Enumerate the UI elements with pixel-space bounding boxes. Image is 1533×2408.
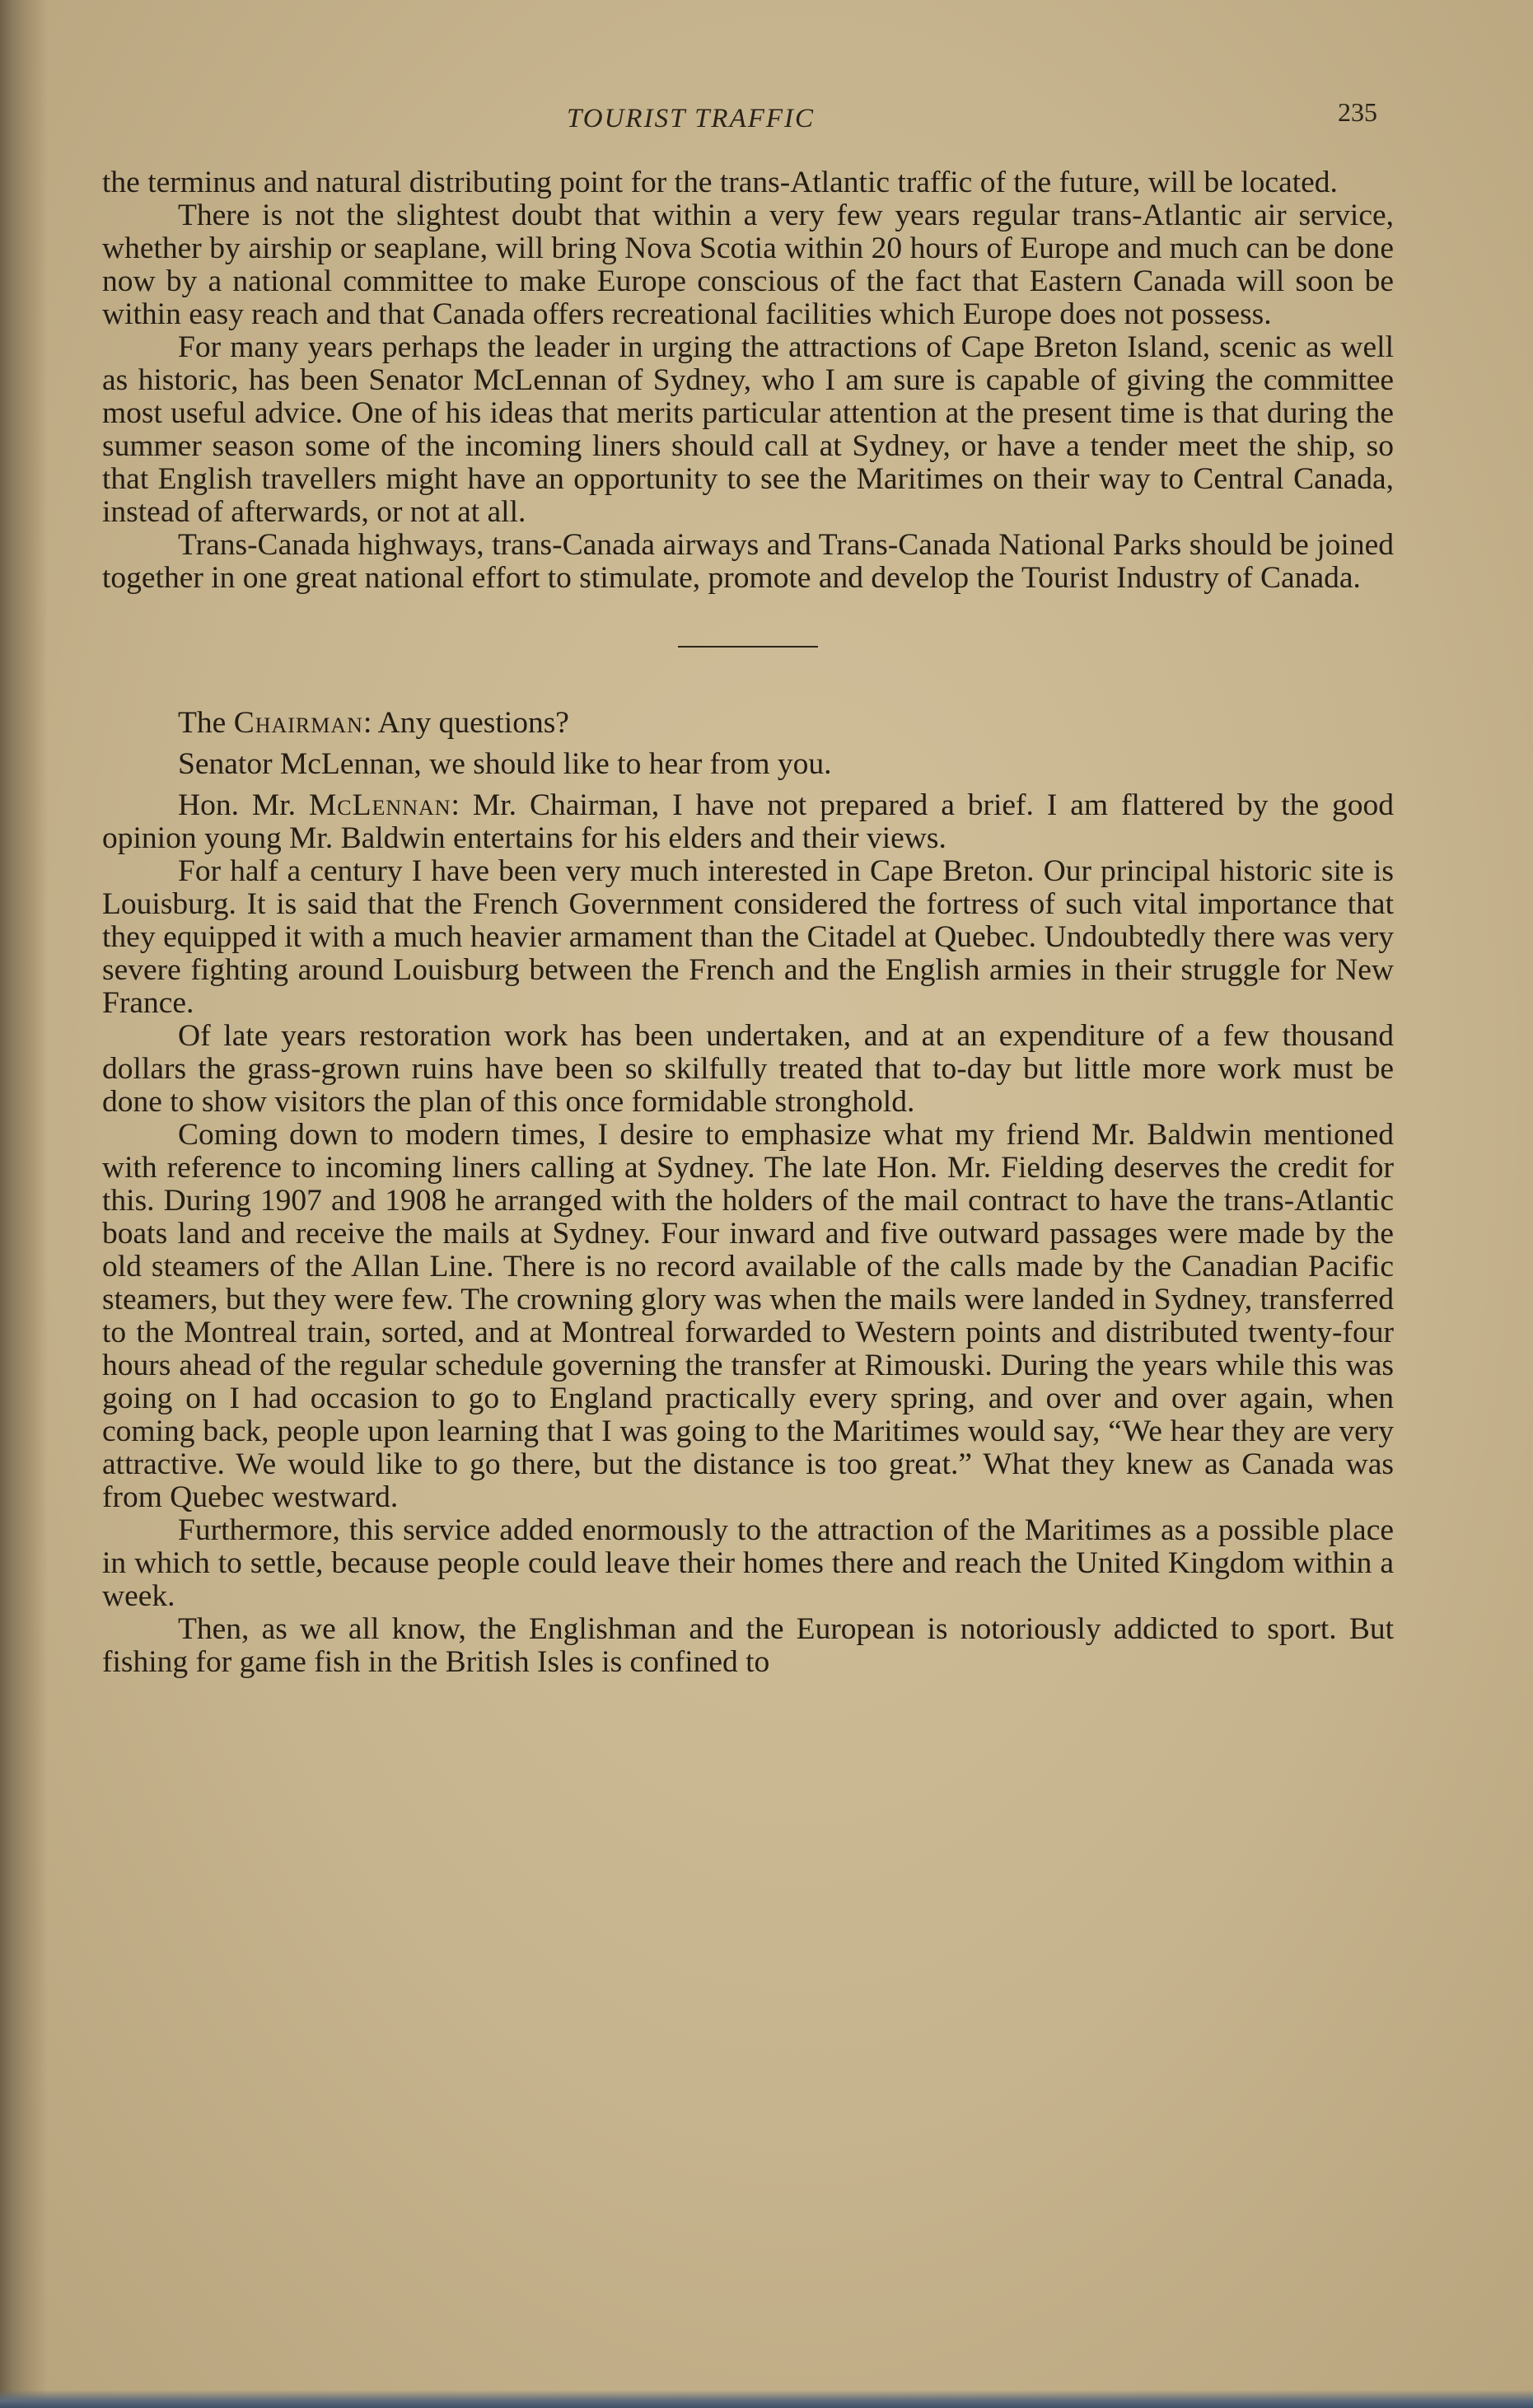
chairman-remark	[102, 707, 1394, 740]
running-head	[0, 97, 1533, 138]
testimony-paragraph: Furthermore, this service added enormously to the attraction of the Maritimes as a possible place in which to settle, because people could leave their homes there and reach the United Kingdom within a week.	[102, 1513, 1394, 1613]
mclennan-prefix: Hon. Mr.	[178, 788, 309, 822]
body-text	[102, 166, 1394, 1679]
brief-paragraph: Trans-Canada highways, trans-Canada airways and Trans-Canada National Parks should be joined together in one great national effort to stimulate, promote and develop the Tourist Industry of Canada.	[102, 528, 1394, 595]
speaker-name: Chairman	[233, 706, 363, 740]
testimony-paragraph: Coming down to modern times, I desire to emphasize what my friend Mr. Baldwin mentioned with reference to incoming liners calling at Sydney. The late Hon. Mr. Fielding deserves the credit for this. During 1907 and 1908 he arranged with the holders of the mail contract to have the trans-Atlantic boats land and receive the mails at Sydney. Four inward and five outward passages were made by the old steamers of the Allan Line. There is no record available of the calls made by the Canadian Pacific steamers, but they were few. The crowning glory was when the mails were landed in Sydney, transferred to the Montreal train, sorted, and at Montreal forwarded to Western points and distributed twenty-four hours ahead of the regular schedule governing the transfer at Rimouski. During the years while this was going on I had occasion to go to England practically every spring, and over and over again, when coming back, people upon learning that I was going to the Maritimes would say, “We hear they are very attractive. We would like to go there, but the distance is too great.” What they knew as Canada was from Quebec westward.	[102, 1118, 1394, 1514]
testimony-paragraph: For half a century I have been very much interested in Cape Breton. Our principal historic site is Louisburg. It is said that the French Government considered the fortress of such vital importance that they equipped it with a much heavier armament than the Citadel at Quebec. Undoubtedly there was very severe fighting around Louisburg between the French and the English armies in their struggle for New France.	[102, 854, 1394, 1020]
chairman-prefix: The	[178, 706, 234, 740]
invitation-remark: Senator McLennan, we should like to hear from you.	[178, 747, 832, 781]
speech-text: Any questions?	[372, 706, 569, 740]
speaker-colon: :	[362, 706, 372, 740]
speech-text: Mr. Chairman, I have not prepared a brief. I am flattered by the good opinion young Mr. Baldwin entertains for his elders and their views.	[102, 788, 1395, 855]
mclennan-remark	[102, 789, 1394, 855]
book-binding-shadow	[0, 0, 48, 2408]
page-number: 235	[1338, 97, 1377, 127]
brief-paragraph: the terminus and natural distributing point for the trans-Atlantic traffic of the future, will be located.	[102, 166, 1338, 199]
speaker-colon: :	[451, 788, 460, 822]
brief-paragraph: For many years perhaps the leader in urging the attractions of Cape Breton Island, scenic as well as historic, has been Senator McLennan of Sydney, who I am sure is capable of giving the committee most useful advice. One of his ideas that merits particular attention at the present time is that during the summer season some of the incoming liners should call at Sydney, or have a tender meet the ship, so that English travellers might have an opportunity to see the Maritimes on their way to Central Canada, instead of afterwards, or not at all.	[102, 330, 1394, 529]
section-divider	[678, 646, 818, 648]
running-head-title: TOURIST TRAFFIC	[567, 104, 816, 133]
testimony-paragraph: Of late years restoration work has been undertaken, and at an expenditure of a few thousand dollars the grass-grown ruins have been so skilfully treated that to-day but little more work must be done to show visitors the plan of this once formidable stronghold.	[102, 1019, 1394, 1119]
brief-paragraph: There is not the slightest doubt that within a very few years regular trans-Atlantic air service, whether by airship or seaplane, will bring Nova Scotia within 20 hours of Europe and much can be done now by a national committee to make Europe conscious of the fact that Eastern Canada will soon be within easy reach and that Canada offers recreational facilities which Europe does not possess.	[102, 199, 1394, 331]
testimony-paragraph: Then, as we all know, the Englishman and the European is notoriously addicted to sport. But fishing for game fish in the British Isles is confined to	[102, 1612, 1394, 1679]
page-bottom-edge	[0, 2390, 1533, 2408]
speaker-name: McLennan	[308, 788, 451, 822]
